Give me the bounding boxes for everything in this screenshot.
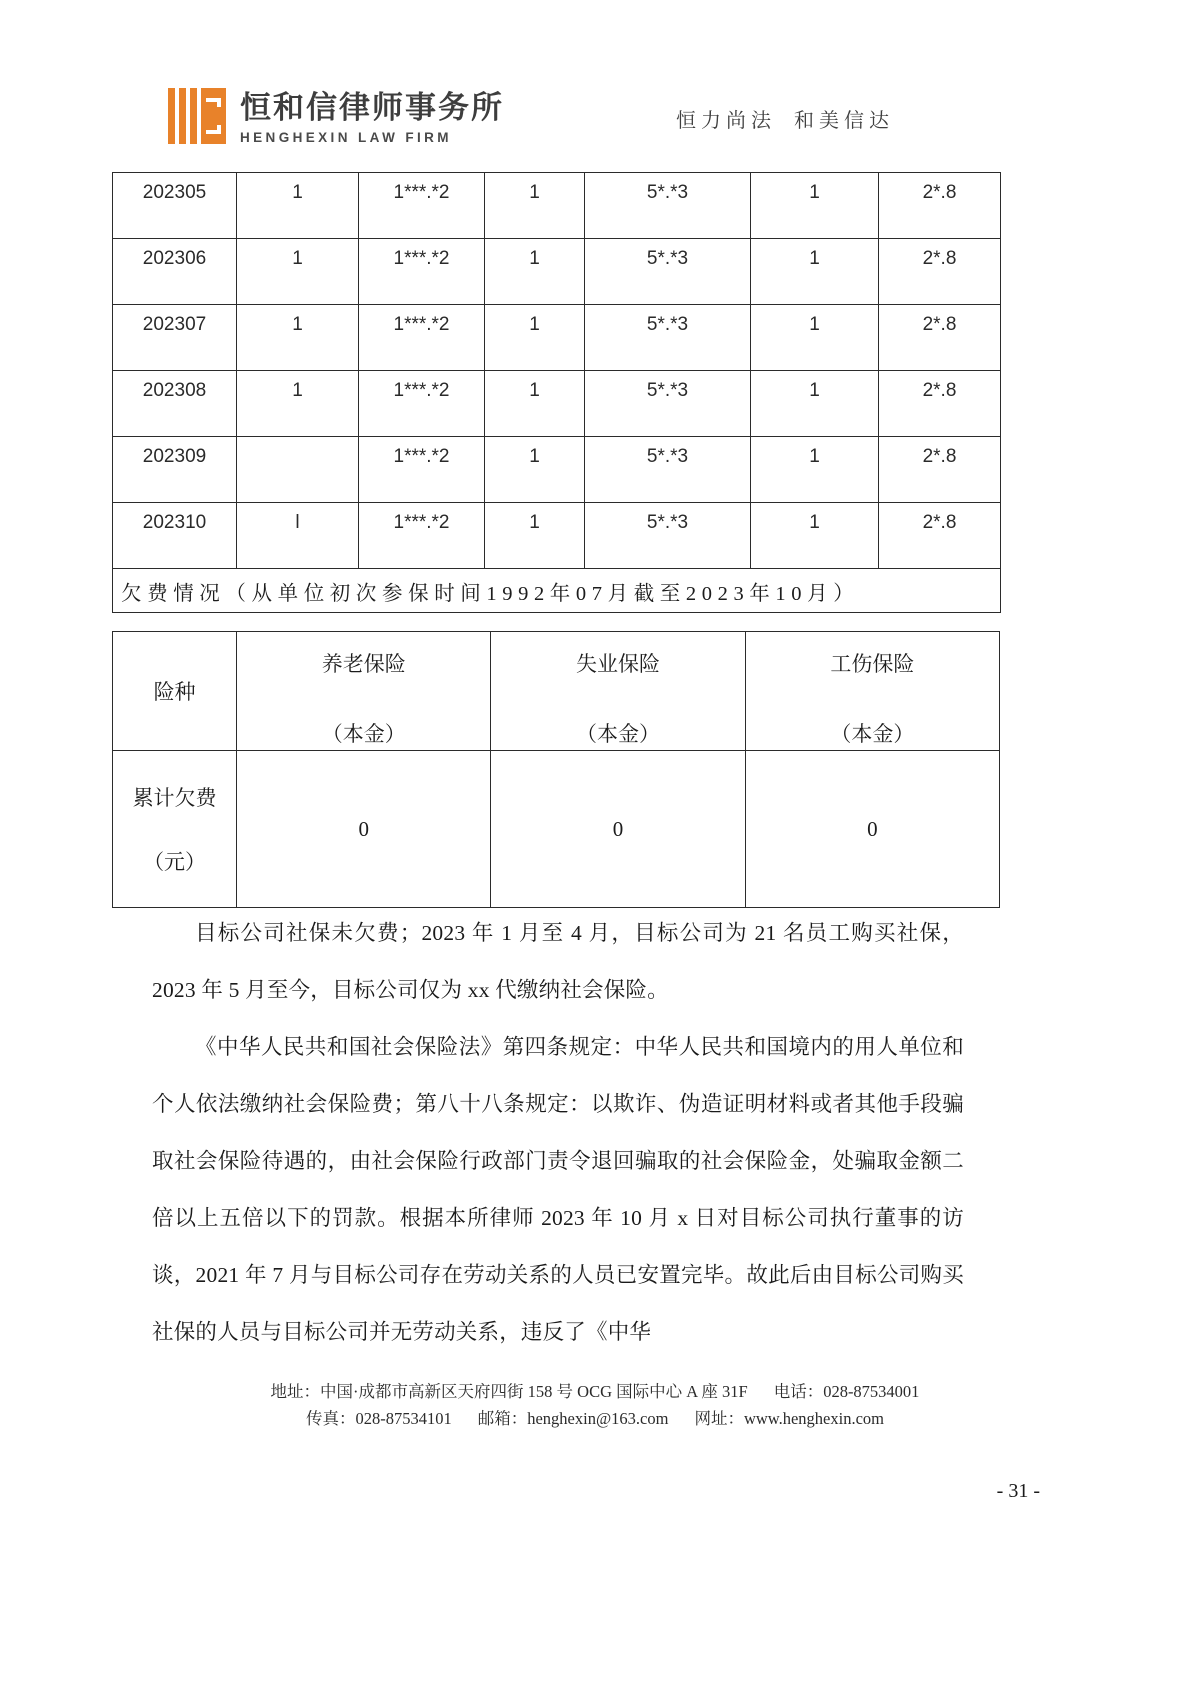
footer-contact-line-2 <box>0 1405 1190 1432</box>
cell-c6: 1 <box>751 173 879 239</box>
cell-c4: 1 <box>485 371 585 437</box>
cell-c4: 1 <box>485 437 585 503</box>
page-footer <box>0 1378 1190 1432</box>
value-pension-arrears: 0 <box>237 751 491 908</box>
cell-c2: l <box>237 503 359 569</box>
cell-period: 202308 <box>113 371 237 437</box>
website-value: www.henghexin.com <box>743 1409 885 1428</box>
cell-c6: 1 <box>751 437 879 503</box>
cell-c5: 5*.*3 <box>585 503 751 569</box>
header-pension-insurance <box>237 632 491 751</box>
arrears-header-row <box>113 632 1000 751</box>
tagline-right: 和美信达 <box>794 108 894 132</box>
cell-period: 202309 <box>113 437 237 503</box>
cell-c4: 1 <box>485 239 585 305</box>
cell-c6: 1 <box>751 305 879 371</box>
arrears-summary-table <box>112 631 1000 908</box>
page-number: - 31 - <box>996 1480 1040 1502</box>
table-row <box>113 239 1001 305</box>
label-accumulated-arrears <box>113 751 237 908</box>
table-row <box>113 371 1001 437</box>
cell-c7: 2*.8 <box>879 173 1001 239</box>
phone-value: 028-87534001 <box>823 1382 920 1401</box>
cell-c6: 1 <box>751 239 879 305</box>
cell-c3: 1***.*2 <box>359 239 485 305</box>
value-work-injury-arrears: 0 <box>745 751 999 908</box>
arrears-total-row <box>113 751 1000 908</box>
table-row <box>113 503 1001 569</box>
cell-c3: 1***.*2 <box>359 305 485 371</box>
fax-label: 传真： <box>305 1409 356 1428</box>
cell-c7: 2*.8 <box>879 437 1001 503</box>
unemployment-insurance-unit: （本金） <box>576 722 661 746</box>
cell-period: 202306 <box>113 239 237 305</box>
table-row <box>113 173 1001 239</box>
cell-c3: 1***.*2 <box>359 437 485 503</box>
fax-value: 028-87534101 <box>355 1409 452 1428</box>
cell-c3: 1***.*2 <box>359 503 485 569</box>
address-value: 中国·成都市高新区天府四街 158 号 OCG 国际中心 A 座 31F <box>320 1382 748 1401</box>
cell-c7: 2*.8 <box>879 239 1001 305</box>
paragraph-social-insurance-status: 目标公司社保未欠费；2023 年 1 月至 4 月，目标公司为 21 名员工购买社保，2023 年 5 月至今，目标公司仅为 xx 代缴纳社会保险。 <box>152 921 964 1002</box>
cell-c2 <box>237 437 359 503</box>
letterhead <box>0 0 1190 165</box>
header-work-injury-insurance <box>745 632 999 751</box>
firm-name-en: HENGHEXIN LAW FIRM <box>240 129 452 145</box>
website-label: 网址： <box>694 1409 744 1428</box>
firm-logo <box>168 88 504 144</box>
social-insurance-payment-table <box>112 172 1001 613</box>
work-injury-insurance-unit: （本金） <box>830 722 915 746</box>
cell-period: 202307 <box>113 305 237 371</box>
cell-c7: 2*.8 <box>879 503 1001 569</box>
footer-contact-line-1 <box>0 1378 1190 1405</box>
cell-c2: 1 <box>237 371 359 437</box>
phone-label: 电话： <box>773 1382 824 1401</box>
document-body <box>152 905 964 1361</box>
accumulated-arrears-line2: （元） <box>143 850 207 874</box>
cell-c4: 1 <box>485 305 585 371</box>
email-label: 邮箱： <box>477 1409 528 1428</box>
firm-name-cn: 恒和信律师事务所 <box>240 89 504 126</box>
email-value: henghexin@163.com <box>527 1409 669 1428</box>
cell-period: 202310 <box>113 503 237 569</box>
cell-c3: 1***.*2 <box>359 173 485 239</box>
cell-c4: 1 <box>485 173 585 239</box>
arrears-period-banner: 欠费情况（从单位初次参保时间1992年07月截至2023年10月） <box>113 569 1001 613</box>
cell-c3: 1***.*2 <box>359 371 485 437</box>
cell-c5: 5*.*3 <box>585 305 751 371</box>
logo-mark-icon <box>168 88 226 144</box>
cell-c5: 5*.*3 <box>585 173 751 239</box>
cell-c2: 1 <box>237 305 359 371</box>
unemployment-insurance-name: 失业保险 <box>576 652 661 676</box>
cell-c5: 5*.*3 <box>585 371 751 437</box>
value-unemployment-arrears: 0 <box>491 751 745 908</box>
firm-tagline <box>676 104 894 133</box>
cell-period: 202305 <box>113 173 237 239</box>
cell-c2: 1 <box>237 173 359 239</box>
cell-c4: 1 <box>485 503 585 569</box>
paragraph-legal-analysis: 《中华人民共和国社会保险法》第四条规定：中华人民共和国境内的用人单位和个人依法缴纳社会保险费；第八十八条规定：以欺诈、伪造证明材料或者其他手段骗取社会保险待遇的，由社会保险行政部门责令退回骗取的社会保险金，处骗取金额二倍以上五倍以下的罚款。根据本所律师 2023 年 10 月 x 日对目标公司执行董事的访谈，2021 年 7 月与目标公司存在劳动关系的人员已安置完毕。故此后由目标公司购买社保的人员与目标公司并无劳动关系，违反了《中华 <box>152 1035 964 1344</box>
tagline-left: 恒力尚法 <box>676 108 776 132</box>
cell-c7: 2*.8 <box>879 305 1001 371</box>
address-label: 地址： <box>270 1382 321 1401</box>
cell-c5: 5*.*3 <box>585 437 751 503</box>
cell-c5: 5*.*3 <box>585 239 751 305</box>
table-row <box>113 305 1001 371</box>
cell-c2: 1 <box>237 239 359 305</box>
cell-c7: 2*.8 <box>879 371 1001 437</box>
logo-text <box>240 89 504 145</box>
cell-c6: 1 <box>751 371 879 437</box>
table-banner-row <box>113 569 1001 613</box>
label-insurance-type: 险种 <box>113 632 237 751</box>
work-injury-insurance-name: 工伤保险 <box>830 652 915 676</box>
table-row <box>113 437 1001 503</box>
accumulated-arrears-line1: 累计欠费 <box>132 786 217 810</box>
header-unemployment-insurance <box>491 632 745 751</box>
pension-insurance-name: 养老保险 <box>321 652 406 676</box>
cell-c6: 1 <box>751 503 879 569</box>
pension-insurance-unit: （本金） <box>321 722 406 746</box>
